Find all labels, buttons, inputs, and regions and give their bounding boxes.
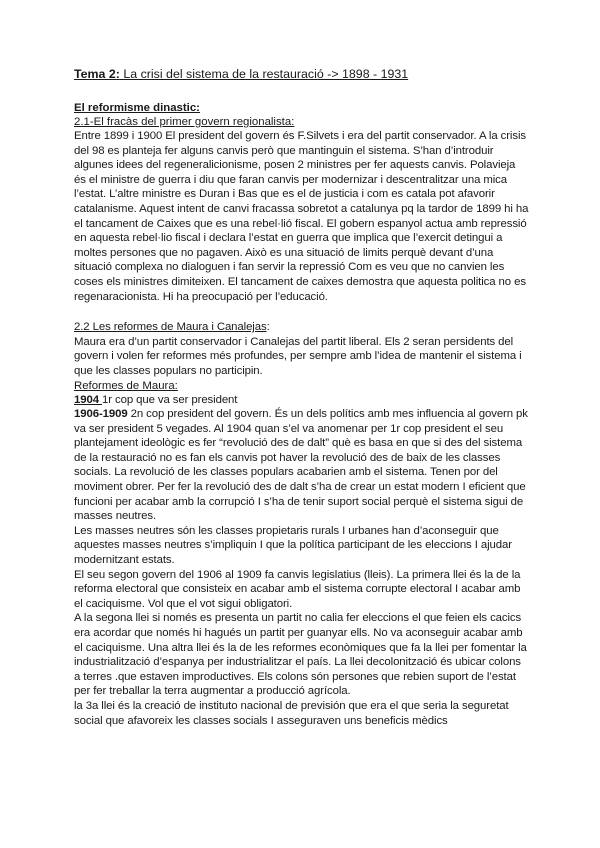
document-title (74, 66, 530, 82)
paragraph-masses-neutres: Les masses neutres són les classes propietaris rurals I urbanes han d’aconseguir que aquestes masses neutres s’impliquin I que la política participant de les eleccions I ajudar modernitzant estats. (74, 524, 512, 567)
title-prefix: Tema 2: (74, 67, 120, 81)
year-1904: 1904 (74, 393, 103, 406)
section1-subheading: 2.1-El fracàs del primer govern regionalista: (74, 116, 295, 128)
text-1904: 1r cop que va ser president (102, 393, 238, 406)
text-1906-1909: 2n cop president del govern. És un dels polítics amb mes influencia al govern pk va ser president 5 vegades. Al 1904 quan s’el va anomenar per 1r cop president el seu plantejament ideològic es fer “revolució des de dalt” què es basa en que si des del sistema de la restauració no es fan els canvis pot haver la revolució des de baix de les classes socials. La revolució de les classes populars acabarien amb el sistema. Tenen por del moviment obrer. Per fer la revolució des de dalt s’ha de crear un estat modern I eficient que funcioni per acabar amb la corrupció I s’ha de tenir suport social perquè el sistema sigui de masses neutres. (74, 408, 528, 523)
section2-subheading: 2.2 Les reformes de Maura i Canalejas (74, 321, 267, 334)
line-1904 (74, 393, 530, 408)
paragraph-segona-llei: A la segona llei si només es presenta un partit no calia fer eleccions el que feien els cacics era acordar que només hi hagués un partit per guanyar ells. No va aconseguir acabar amb el caciquisme. Una altra llei és la de les reformes econòmiques que fa la llei per fomentar la industrialització d’espanya per industrialitzar el país. La llei decolonització és ubicar colons a terres .que estaven improductives. Els colons són persones que rebien suport de l’estat per fer treballar la terra augmentar a producció agrícola. (74, 612, 527, 698)
section2-subheading-suffix: : (266, 321, 270, 334)
paragraph-segon-govern: El seu segon govern del 1906 al 1909 fa canvis legislatius (lleis). La primera llei és la de la reforma electoral que consisteix en acabar amb el sistema corrupte electoral I acabar amb el caciquisme. Vol que el vot sigui obligatori. (74, 568, 521, 610)
section2-intro: Maura era d’un partit conservador i Canalejas del partit liberal. Els 2 seran persidents del govern i volen fer reformes més profundes, per sempre amb l’idea de mantenir el sistema i que les classes populars no participin. (74, 335, 522, 377)
section2-subheading-line (74, 320, 530, 335)
paragraph-1906-1909 (74, 407, 530, 524)
section1-heading: El reformisme dinastic: (74, 102, 200, 114)
paragraph-3a-llei: la 3a llei és la creació de instituto nacional de previsión que era el que seria la seguretat social que afavoreix les classes socials I asseguraven uns beneficis mèdics (74, 699, 509, 727)
title-text: La crisi del sistema de la restauració -> 1898 - 1931 (119, 67, 409, 81)
year-1906-1909: 1906-1909 (74, 408, 128, 421)
spacer (74, 304, 530, 320)
section1-paragraph: Entre 1899 i 1900 El president del govern és F.Silvets i era del partit conservador. A la crisis del 98 es planteja fer alguns canvis però que mantinguin el sistema. S’han d’introduir algunes idees del regeneralicionisme, posen 2 ministres per fer aquests canvis. Polavieja és el ministre de guerra i diu que faran canvis per modernizar i descentralitzar una mica l’estat. L’altre ministre es Duran i Bas que es el de justicia i com es catala pot afavorir catalanisme. Aquest intent de canvi fracassa sobretot a catalunya pq la tardor de 1899 hi ha el tancament de Caixes que es una rebel·lió fiscal. El gobern espanyol actua amb repressió en aquesta rebel·lio fiscal i declara l’estat en guerra que implica que l’exercit detingui a moltes persones que no pagaven. Això es una situació de limits perquè devant d’una situació complexa no dialoguen i fan servir la repressió Com es veu que no canvien les coses els ministres dimiteixen. El tancament de caixes demostra que aquesta politica no es regenaracionista. Hi ha preocupació per l’educació. (74, 130, 529, 303)
reformes-maura-heading: Reformes de Maura: (74, 379, 178, 392)
